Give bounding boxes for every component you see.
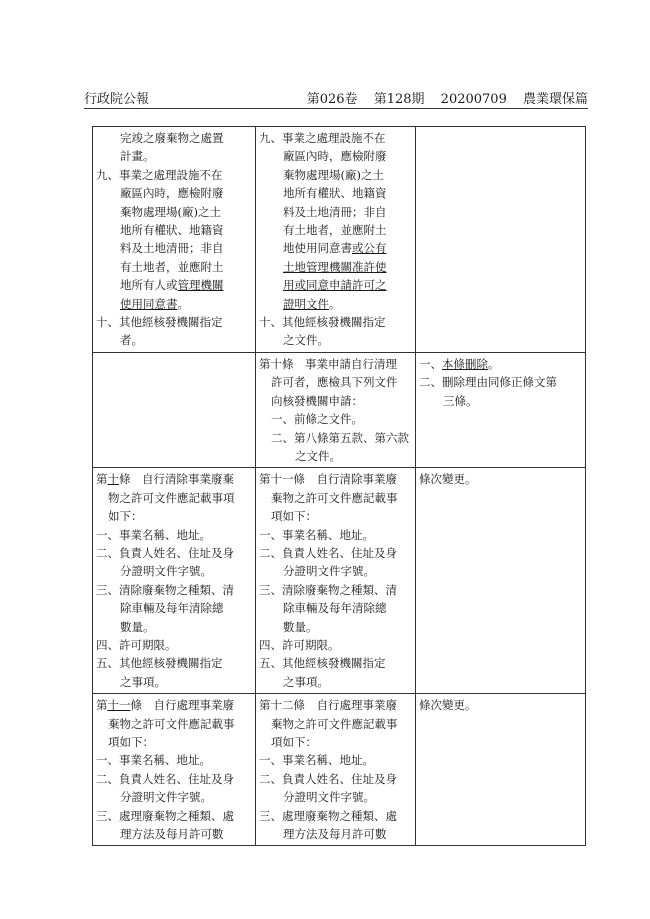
text-line: 除車輛及每年清除總 [120, 601, 224, 616]
text-line: 三、清除廢棄物之種類、清 [96, 582, 234, 597]
text-line: 理方法及每月許可數 [120, 827, 224, 842]
text-line: 二、刪除理由同修正條文第 [419, 375, 557, 390]
text-line: 分證明文件字號。 [120, 790, 212, 805]
text-line: 四、許可期限。 [259, 637, 340, 652]
text-line: 一、事業名稱、地址。 [259, 753, 374, 768]
text-line: 棄物之許可文件應記載事 [108, 716, 235, 731]
text-line: 二、負責人姓名、住址及身 [259, 771, 397, 786]
table-row [93, 127, 586, 353]
text-line: 棄物處理場(廠)之土 [283, 167, 384, 182]
section-name: 農業環保篇 [522, 92, 588, 107]
text-line: 棄物處理場(廠)之土 [120, 204, 221, 219]
text-line: 之文件。 [295, 448, 341, 463]
text-line: 十、其他經核發機關指定 [96, 315, 223, 330]
text-line: 者。 [120, 333, 143, 348]
text-line: 二、第八條第五款、第六款 [271, 430, 409, 445]
text-line: 十、其他經核發機關指定 [259, 315, 386, 330]
volume-number: 第026卷 [306, 92, 358, 107]
original-article-cell [93, 127, 256, 353]
amended-article-cell [256, 127, 416, 353]
text-line: 數量。 [120, 619, 155, 634]
text-line: 之事項。 [120, 674, 166, 689]
text-line: 九、事業之處理設施不在 [96, 167, 223, 182]
text-line: 三、清除廢棄物之種類、清 [259, 582, 397, 597]
text-line: 除車輛及每年清除總 [283, 601, 387, 616]
text-line: 項如下： [271, 509, 317, 524]
amended-article-cell [256, 468, 416, 694]
text-line: 證明文件。 [283, 296, 341, 311]
text-line: 第十二條 自行處理事業廢 [259, 698, 397, 713]
publication-date: 20200709 [440, 92, 507, 107]
original-article-cell [93, 352, 256, 467]
text-line: 地所有權狀、地籍資 [120, 223, 224, 238]
text-line: 第十條 自行清除事業廢棄 [96, 472, 234, 487]
text-line: 如下： [108, 509, 143, 524]
page-header [84, 86, 588, 109]
text-line: 項如下： [271, 735, 317, 749]
text-line: 有土地者，並應附土 [283, 223, 387, 238]
text-line: 分證明文件字號。 [120, 564, 212, 579]
text-line: 數量。 [283, 619, 318, 634]
text-line: 一、事業名稱、地址。 [96, 527, 211, 542]
text-line: 料及土地清冊；非自 [120, 241, 224, 256]
text-line: 向核發機關申請： [271, 393, 363, 408]
text-line: 二、負責人姓名、住址及身 [96, 545, 234, 560]
text-line: 用或同意申請許可之 [283, 278, 387, 293]
text-line: 項如下： [108, 735, 154, 749]
text-line: 二、負責人姓名、住址及身 [96, 771, 234, 786]
text-line: 條次變更。 [419, 698, 477, 713]
text-line: 條次變更。 [419, 472, 477, 487]
text-line: 一、本條刪除。 [419, 356, 500, 371]
text-line: 三條。 [443, 393, 478, 408]
explanation-cell [416, 694, 586, 846]
text-line: 分證明文件字號。 [283, 564, 375, 579]
issue-info [295, 88, 588, 107]
text-line: 地所有權狀、地籍資 [283, 186, 387, 201]
text-line: 土地管理機關准許使 [283, 259, 387, 274]
issue-number: 第128期 [373, 92, 425, 107]
text-line: 許可者，應檢具下列文件 [271, 375, 398, 390]
text-line: 棄物之許可文件應記載事 [271, 716, 398, 731]
text-line: 完竣之廢棄物之處置 [120, 131, 224, 145]
text-line: 計畫。 [120, 149, 155, 164]
text-line: 四、許可期限。 [96, 637, 177, 652]
original-article-cell [93, 694, 256, 846]
original-article-cell [93, 468, 256, 694]
explanation-cell [416, 468, 586, 694]
text-line: 一、前條之文件。 [271, 412, 363, 427]
text-line: 廠區內時，應檢附廢 [283, 149, 387, 164]
text-line: 之文件。 [283, 333, 329, 348]
text-line: 廠區內時，應檢附廢 [120, 186, 224, 201]
text-line: 物之許可文件應記載事項 [108, 490, 235, 505]
table-row [93, 468, 586, 694]
text-line: 三、處理廢棄物之種類、處 [259, 808, 397, 823]
table-row [93, 352, 586, 467]
explanation-cell [416, 127, 586, 353]
table-row [93, 694, 586, 846]
text-line: 九、事業之處理設施不在 [259, 131, 386, 145]
text-line: 之事項。 [283, 674, 329, 689]
text-line: 五、其他經核發機關指定 [259, 656, 386, 671]
text-line: 棄物之許可文件應記載事 [271, 490, 398, 505]
explanation-cell [416, 352, 586, 467]
text-line: 料及土地清冊；非自 [283, 204, 387, 219]
text-line: 理方法及每月許可數 [283, 827, 387, 842]
text-line: 第十一條 自行處理事業廢 [96, 698, 234, 713]
publication-title: 行政院公報 [84, 92, 150, 107]
comparison-table [92, 126, 586, 846]
text-line: 一、事業名稱、地址。 [96, 753, 211, 768]
text-line: 三、處理廢棄物之種類、處 [96, 808, 234, 823]
amended-article-cell [256, 352, 416, 467]
text-line: 地所有人或管理機關 [120, 278, 224, 293]
text-line: 五、其他經核發機關指定 [96, 656, 223, 671]
text-line: 一、事業名稱、地址。 [259, 527, 374, 542]
text-line: 地使用同意書或公有 [283, 241, 387, 256]
text-line: 分證明文件字號。 [283, 790, 375, 805]
text-line: 使用同意書。 [120, 296, 189, 311]
amended-article-cell [256, 694, 416, 846]
text-line: 有土地者，並應附土 [120, 259, 224, 274]
text-line: 第十條 事業申請自行清理 [259, 356, 397, 371]
text-line: 二、負責人姓名、住址及身 [259, 545, 397, 560]
text-line: 第十一條 自行清除事業廢 [259, 472, 397, 487]
